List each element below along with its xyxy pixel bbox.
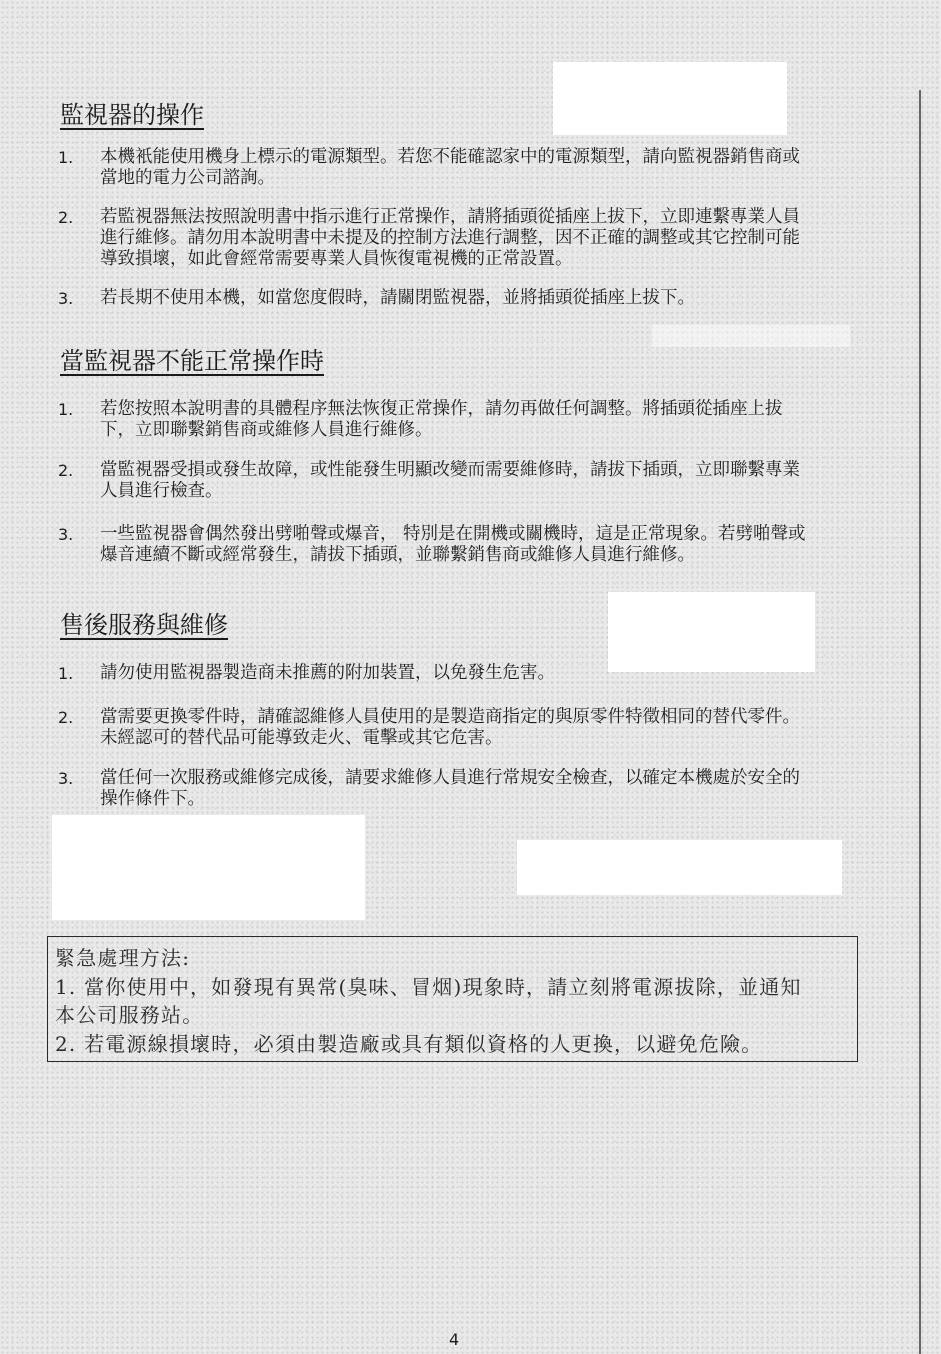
- text-line: 請勿使用監視器製造商未推薦的附加裝置，以免發生危害。: [100, 663, 555, 683]
- redaction-block: [52, 815, 365, 920]
- list-item: [58, 768, 878, 810]
- list-item: [58, 288, 878, 309]
- item-text: [100, 768, 878, 810]
- item-number: 1.: [58, 400, 74, 419]
- item-text: [100, 399, 878, 441]
- item-text: [100, 663, 878, 684]
- text-line: 若您按照本說明書的具體程序無法恢復正常操作，請勿再做任何調整。將插頭從插座上拔: [100, 399, 783, 419]
- list-item: [58, 460, 878, 502]
- item-text: [100, 147, 878, 189]
- text-line: 當需要更換零件時，請確認維修人員使用的是製造商指定的與原零件特徵相同的替代零件。: [100, 707, 800, 727]
- text-line: 若長期不使用本機，如當您度假時，請關閉監視器，並將插頭從插座上拔下。: [100, 288, 695, 308]
- text-line: 當監視器受損或發生故障，或性能發生明顯改變而需要維修時，請拔下插頭，立即聯繫專業: [100, 460, 800, 480]
- text-line: 當地的電力公司諮詢。: [100, 168, 275, 188]
- list-item: [58, 524, 878, 566]
- section-heading: 當監視器不能正常操作時: [60, 347, 324, 375]
- item-text: [100, 288, 878, 309]
- text-line: 人員進行檢查。: [100, 481, 223, 501]
- redaction-block: [553, 62, 787, 135]
- redaction-block: [517, 840, 842, 895]
- item-text: [100, 207, 878, 270]
- text-line: 本機衹能使用機身上標示的電源類型。若您不能確認家中的電源類型，請向監視器銷售商或: [100, 147, 800, 167]
- list-item: [58, 663, 878, 684]
- text-line: 未經認可的替代品可能導致走火、電擊或其它危害。: [100, 728, 503, 748]
- item-number: 1.: [58, 148, 74, 167]
- text-line: 導致損壞，如此會經常需要專業人員恢復電視機的正常設置。: [100, 249, 573, 269]
- text-line: 操作條件下。: [100, 789, 205, 809]
- text-line: 下，立即聯繫銷售商或維修人員進行維修。: [100, 420, 433, 440]
- redaction-block: [652, 325, 850, 347]
- page-number: 4: [449, 1330, 460, 1349]
- item-text: [100, 524, 878, 566]
- item-number: 3.: [58, 525, 74, 544]
- list-item: [58, 707, 878, 749]
- notice-line: 1. 當你使用中，如發現有異常(臭味、冒烟)現象時，請立刻將電源拔除，並通知: [55, 974, 802, 999]
- section-heading: 售後服務與維修: [60, 611, 228, 639]
- item-text: [100, 707, 878, 749]
- item-text: [100, 460, 878, 502]
- item-number: 3.: [58, 769, 74, 788]
- text-line: 當任何一次服務或維修完成後，請要求維修人員進行常規安全檢查，以確定本機處於安全的: [100, 768, 800, 788]
- item-number: 1.: [58, 664, 74, 683]
- emergency-notice-box: [47, 936, 858, 1062]
- section-heading: 監視器的操作: [60, 101, 204, 129]
- list-item: [58, 207, 878, 270]
- list-item: [58, 399, 878, 441]
- redaction-block: [608, 592, 815, 672]
- text-line: 進行維修。請勿用本說明書中未提及的控制方法進行調整，因不正確的調整或其它控制可能: [100, 228, 800, 248]
- item-number: 2.: [58, 708, 74, 727]
- item-number: 2.: [58, 208, 74, 227]
- text-line: 若監視器無法按照說明書中指示進行正常操作，請將插頭從插座上拔下，立即連繫專業人員: [100, 207, 800, 227]
- list-item: [58, 147, 878, 189]
- notice-title: 緊急處理方法:: [55, 946, 191, 970]
- scan-edge-line: [919, 90, 921, 1354]
- notice-line: 本公司服務站。: [55, 1003, 204, 1027]
- item-number: 2.: [58, 461, 74, 480]
- item-number: 3.: [58, 289, 74, 308]
- text-line: 爆音連續不斷或經常發生，請拔下插頭，並聯繫銷售商或維修人員進行維修。: [100, 545, 695, 565]
- text-line: 一些監視器會偶然發出劈啪聲或爆音， 特別是在開機或關機時，這是正常現象。若劈啪聲或: [100, 524, 806, 544]
- notice-line: 2. 若電源線損壞時，必須由製造廠或具有類似資格的人更換，以避免危險。: [55, 1031, 763, 1056]
